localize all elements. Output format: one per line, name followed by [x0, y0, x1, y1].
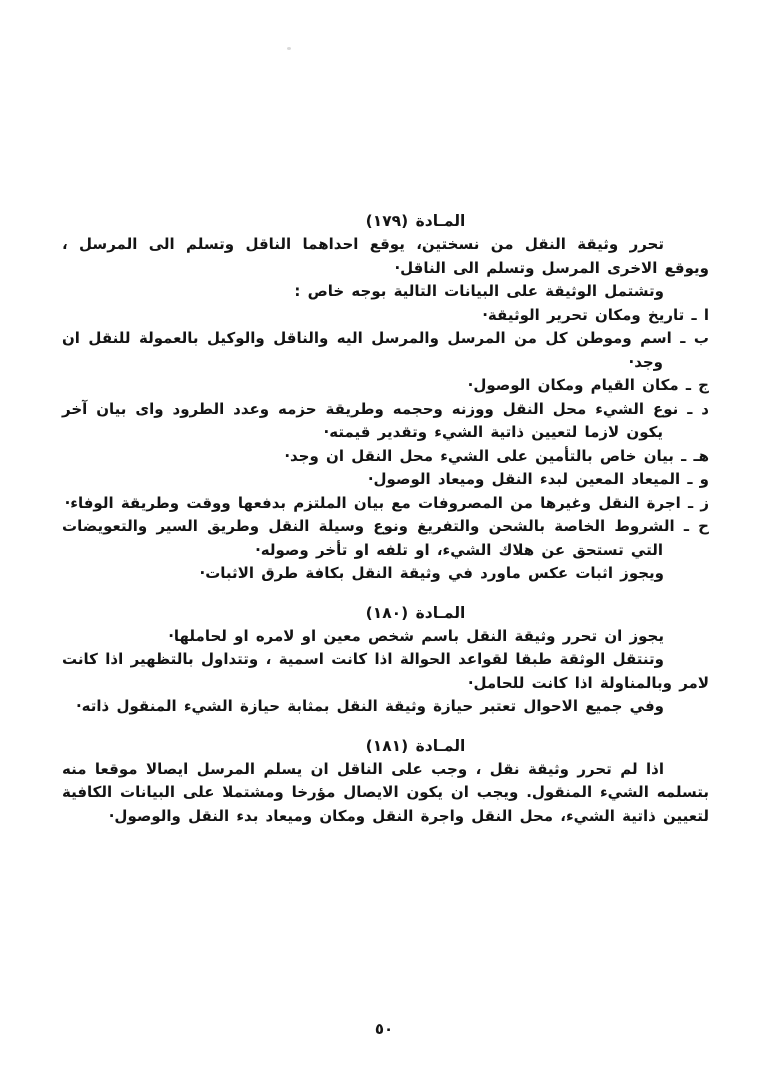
article-179-item-a: ا ـ تاريخ ومكان تحرير الوثيقة·	[482, 305, 709, 324]
article-181-paragraph-1: اذا لم تحرر وثيقة نقل ، وجب على الناقل ان يسلم المرسل ايصالا موقعا منه بتسلمه الشيء المنقول. ويجب ان يكون الايصال مؤرخا ومشتملا على البيانات الكافية لتعيين ذاتية الشيء، محل النقل واجرة النقل ومكان وميعاد بدء النقل والوصول·	[62, 759, 709, 825]
scan-artifact	[287, 47, 291, 50]
article-179-item-e: هـ ـ بيان خاص بالتأمين على الشيء محل النقل ان وجد·	[284, 446, 709, 465]
article-180-paragraph-2: وتنتقل الوثقة طبقا لقواعد الحوالة اذا كانت اسمية ، وتتداول بالتظهير اذا كانت لامر وبالمناولة اذا كانت للحامل·	[62, 650, 709, 692]
page-number: ٥٠	[374, 1020, 394, 1038]
article-180-paragraph-1: يجوز ان تحرر وثيقة النقل باسم شخص معين او لامره او لحاملها·	[168, 626, 664, 645]
article-179-item-f: و ـ الميعاد المعين لبدء النقل وميعاد الوصول·	[367, 470, 709, 488]
article-179-item-b: ب ـ اسم وموطن كل من المرسل والمرسل اليه والناقل والوكيل بالعمولة للنقل ان وجد·	[62, 329, 709, 371]
article-179-item-h: ح ـ الشروط الخاصة بالشحن والتفريغ ونوع وسيلة النقل وطريق السير والتعويضات التي تستحق عن هلاك الشيء، او تلفه او تأخر وصوله·	[62, 517, 709, 559]
article-179-paragraph-3: ويجوز اثبات عكس ماورد في وثيقة النقل بكافة طرق الاثبات·	[199, 564, 664, 582]
article-179-heading: المـادة (١٧٩)	[365, 212, 466, 230]
page-content	[62, 209, 709, 828]
article-179-paragraph-1: تحرر وثيقة النقل من نسختين، يوقع احداهما الناقل وتسلم الى المرسل ، ويوقع الاخرى المرسل وتسلم الى الناقل·	[62, 235, 709, 277]
article-180-paragraph-3: وفي جميع الاحوال تعتبر حيازة وثيقة النقل بمثابة حيازة الشيء المنقول ذاته·	[75, 697, 664, 715]
article-179-item-g: ز ـ اجرة النقل وغيرها من المصروفات مع بيان الملتزم بدفعها ووقت وطريقة الوفاء·	[64, 493, 709, 512]
article-179-item-d: د ـ نوع الشيء محل النقل ووزنه وحجمه وطريقة حزمه وعدد الطرود واى بيان آخر يكون لازما لتعيين ذاتية الشيء وتقدير قيمته·	[62, 399, 709, 441]
article-181-heading: المـادة (١٨١)	[365, 736, 466, 755]
article-179-item-c: ج ـ مكان القيام ومكان الوصول·	[467, 376, 709, 394]
article-180-heading: المـادة (١٨٠)	[365, 603, 466, 622]
article-179-paragraph-2: وتشتمل الوثيقة على البيانات التالية بوجه خاص :	[294, 282, 664, 300]
